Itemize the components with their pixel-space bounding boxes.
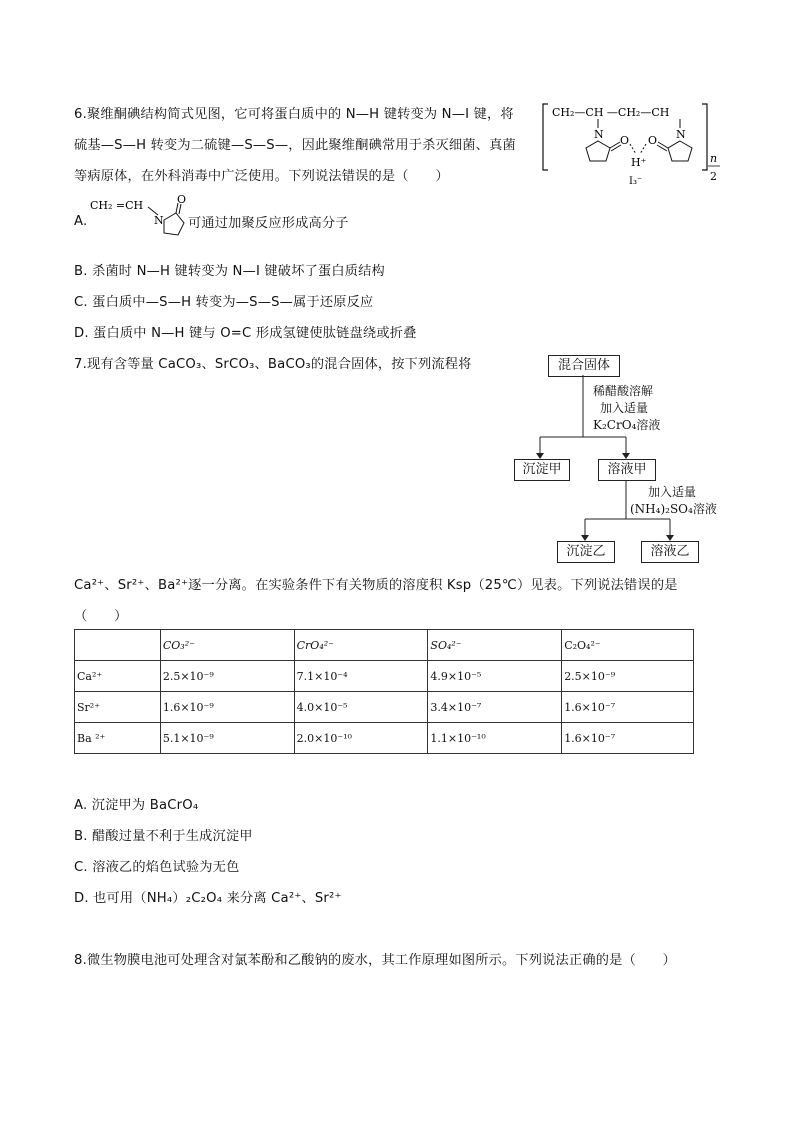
q6-stem-line1: 6.聚维酮碘结构简式见图，它可将蛋白质中的 N—H 键转变为 N—I 键，将 [74,107,514,122]
ksp-cell: 7.1×10⁻⁴ [294,661,428,692]
polymer-chain-text: CH₂—CH —CH₂—CH [552,106,670,119]
ksp-header-cell: C₂O₄²⁻ [562,630,694,661]
ring-o2: O [648,134,658,147]
flow-solution-b: 溶液乙 [641,541,699,563]
q7-stem-line1: 7.现有含等量 CaCO₃、SrCO₃、BaCO₃的混合固体，按下列流程将 [74,357,472,372]
flow-step2-line1: 加入适量 [648,485,697,499]
q7-option-a: A. 沉淀甲为 BaCrO₄ [74,798,199,813]
ksp-table [74,629,694,754]
flow-precipitate-b: 沉淀乙 [557,541,615,563]
ring-n1: N [594,128,604,141]
ksp-cell: 1.6×10⁻⁷ [562,723,694,754]
q6-option-c: C. 蛋白质中—S—H 转变为—S—S—属于还原反应 [74,295,374,310]
q6-option-a-text: 可通过加聚反应形成高分子 [188,216,349,231]
ksp-cell: 3.4×10⁻⁷ [428,692,562,723]
ksp-cell: 2.5×10⁻⁹ [160,661,294,692]
q7-stem-line3: （ ） [74,609,128,624]
ksp-cell: 4.9×10⁻⁵ [428,661,562,692]
flow-start-box: 混合固体 [548,355,620,377]
two-subscript: 2 [710,170,717,183]
ksp-header-cell: CO₃²⁻ [160,630,294,661]
table-row [75,661,694,692]
ksp-cell: 2.0×10⁻¹⁰ [294,723,428,754]
q6-option-d: D. 蛋白质中 N—H 键与 O=C 形成氢键使肽链盘绕或折叠 [74,326,417,341]
povidone-iodine-structure [540,98,730,190]
ring-o1: O [620,134,630,147]
vinylpyrrolidone-structure [88,195,188,245]
ksp-cell: 4.0×10⁻⁵ [294,692,428,723]
monomer-chain: CH₂ =CH [90,199,144,212]
q7-stem-line2: Ca²⁺、Sr²⁺、Ba²⁺逐一分离。在实验条件下有关物质的溶度积 Ksp（25℃）见表。下列说法错误的是 [74,578,678,593]
ksp-cell: 1.6×10⁻⁷ [562,692,694,723]
ksp-cell: 2.5×10⁻⁹ [562,661,694,692]
flow-step1-line2: 加入适量 [600,401,649,415]
ring-n2: N [676,128,686,141]
monomer-o: O [177,195,187,206]
h-plus: H⁺ [631,156,647,169]
ksp-header-cell: CrO₄²⁻ [294,630,428,661]
ksp-header-cell [75,630,161,661]
q8-stem-line1: 8.微生物膜电池可处理含对氯苯酚和乙酸钠的废水，其工作原理如图所示。下列说法正确的是（ ） [74,953,677,968]
ksp-header-cell: SO₄²⁻ [428,630,562,661]
i3-minus: I₃⁻ [629,176,643,187]
q6-stem-line3: 等病原体，在外科消毒中广泛使用。下列说法错误的是（ ） [74,169,449,184]
q7-option-d: D. 也可用（NH₄）₂C₂O₄ 来分离 Ca²⁺、Sr²⁺ [74,891,342,906]
q6-option-b: B. 杀菌时 N—H 键转变为 N—I 键破坏了蛋白质结构 [74,264,385,279]
flow-precipitate-a: 沉淀甲 [514,459,570,481]
q7-option-b: B. 醋酸过量不利于生成沉淀甲 [74,829,253,844]
flow-solution-a: 溶液甲 [598,459,656,481]
q7-option-c: C. 溶液乙的焰色试验为无色 [74,860,240,875]
flow-step2-line2: (NH₄)₂SO₄溶液 [630,502,717,516]
q6-stem-line2: 硫基—S—H 转变为二硫键—S—S—，因此聚维酮碘常用于杀灭细菌、真菌 [74,138,516,153]
ksp-cell: Ca²⁺ [75,661,161,692]
ksp-cell: 1.6×10⁻⁹ [160,692,294,723]
monomer-n: N [154,214,164,227]
ksp-cell: 1.1×10⁻¹⁰ [428,723,562,754]
table-row [75,692,694,723]
q6-option-a-label: A. [74,214,88,229]
ksp-cell: 5.1×10⁻⁹ [160,723,294,754]
ksp-cell: Ba ²⁺ [75,723,161,754]
ksp-cell: Sr²⁺ [75,692,161,723]
flow-step1-line1: 稀醋酸溶解 [593,384,654,398]
flow-step1-line3: K₂CrO₄溶液 [593,418,661,432]
n-subscript: n [710,152,718,165]
table-row [75,723,694,754]
ksp-header-row [75,630,694,661]
